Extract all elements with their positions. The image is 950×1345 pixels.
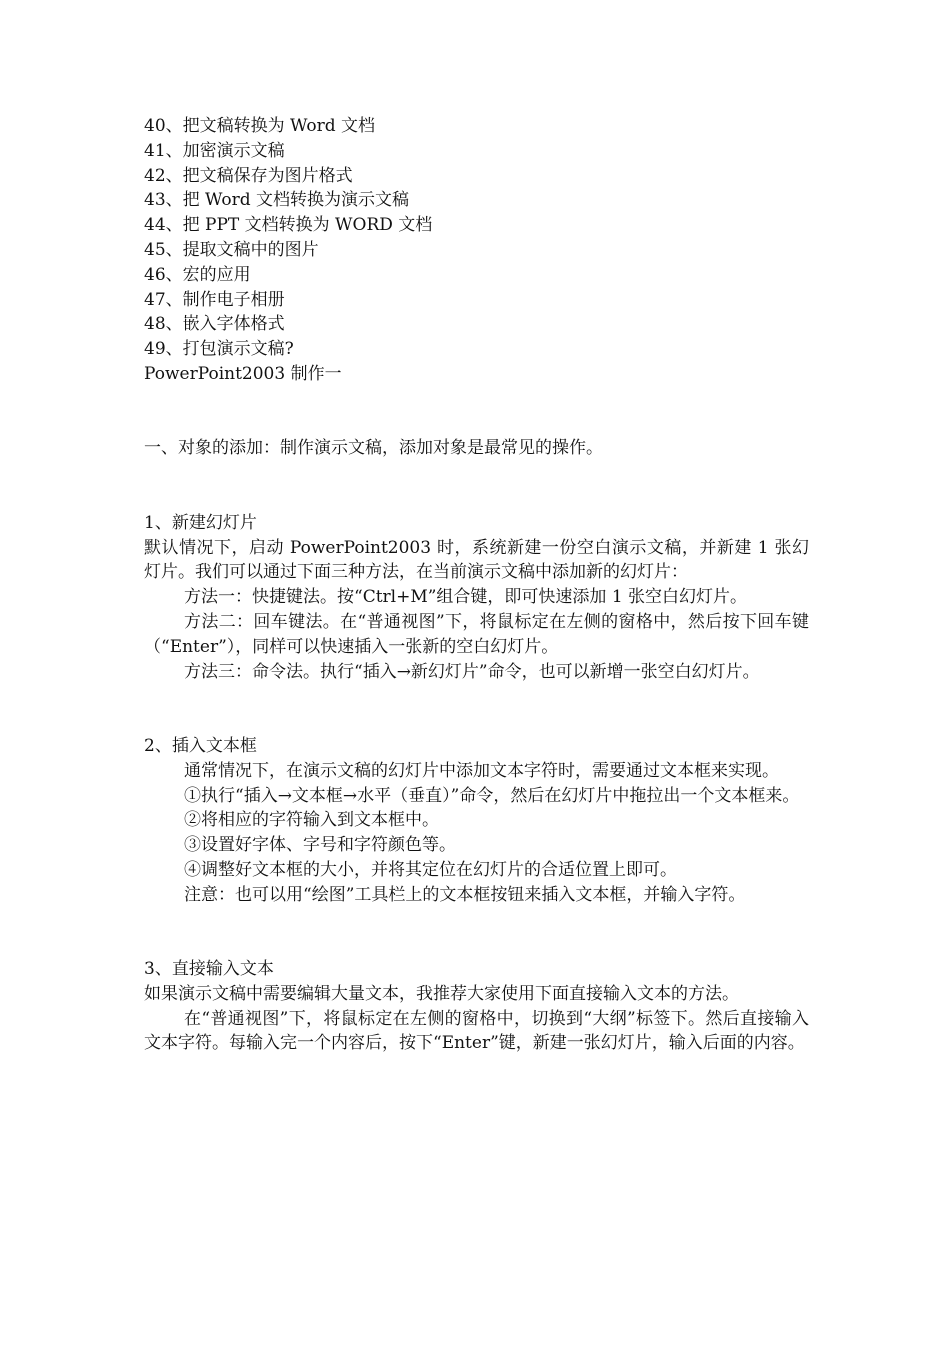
paragraph: 通常情况下，在演示文稿的幻灯片中添加文本字符时，需要通过文本框来实现。	[184, 760, 779, 781]
paragraph: 在“普通视图”下，将鼠标定在左侧的窗格中，切换到“大纲”标签下。然后直接输入文本字符。每输入完一个内容后，按下“Enter”键，新建一张幻灯片，输入后面的内容。	[144, 1008, 809, 1054]
note-paragraph: 注意：也可以用“绘图”工具栏上的文本框按钮来插入文本框，并输入字符。	[184, 884, 746, 905]
paragraph: 默认情况下，启动 PowerPoint2003 时，系统新建一份空白演示文稿，并新建 1 张幻灯片。我们可以通过下面三种方法，在当前演示文稿中添加新的幻灯片：	[144, 537, 809, 583]
paragraph: 如果演示文稿中需要编辑大量文本，我推荐大家使用下面直接输入文本的方法。	[144, 983, 739, 1004]
spacer	[144, 461, 809, 486]
toc-item: 42、把文稿保存为图片格式	[144, 165, 353, 186]
toc-item: 49、打包演示文稿?	[144, 339, 294, 360]
toc-list	[144, 114, 809, 387]
step-paragraph: ①执行“插入→文本框→水平（垂直）”命令，然后在幻灯片中拖拉出一个文本框来。	[184, 785, 800, 806]
spacer	[144, 387, 809, 412]
section-heading: 3、直接输入文本	[144, 959, 274, 980]
step-paragraph: ③设置好字体、字号和字符颜色等。	[184, 835, 456, 856]
toc-item: 44、把 PPT 文档转换为 WORD 文档	[144, 215, 433, 236]
spacer	[144, 908, 809, 933]
method-paragraph: 方法一：快捷键法。按“Ctrl+M”组合键，即可快速添加 1 张空白幻灯片。	[184, 587, 748, 608]
toc-item: 48、嵌入字体格式	[144, 314, 285, 335]
section-new-slide	[144, 511, 809, 685]
section-heading: 1、新建幻灯片	[144, 512, 257, 533]
spacer	[144, 412, 809, 437]
toc-item: 46、宏的应用	[144, 264, 251, 285]
spacer	[144, 709, 809, 734]
toc-item: PowerPoint2003 制作一	[144, 363, 342, 384]
toc-item: 40、把文稿转换为 Word 文档	[144, 116, 376, 136]
toc-item: 45、提取文稿中的图片	[144, 239, 319, 260]
toc-item: 43、把 Word 文档转换为演示文稿	[144, 190, 410, 211]
step-paragraph: ②将相应的字符输入到文本框中。	[184, 810, 439, 831]
spacer	[144, 486, 809, 511]
toc-item: 41、加密演示文稿	[144, 140, 285, 161]
section-heading: 2、插入文本框	[144, 735, 257, 756]
method-paragraph: 方法二：回车键法。在“普通视图”下，将鼠标定在左侧的窗格中，然后按下回车键（“Enter”），同样可以快速插入一张新的空白幻灯片。	[144, 611, 809, 657]
toc-item: 47、制作电子相册	[144, 289, 285, 310]
section-intro: 一、对象的添加：制作演示文稿，添加对象是最常见的操作。	[144, 438, 603, 459]
spacer	[144, 932, 809, 957]
section-insert-textbox	[144, 734, 809, 908]
step-paragraph: ④调整好文本框的大小，并将其定位在幻灯片的合适位置上即可。	[184, 859, 677, 880]
document-body	[144, 114, 809, 1056]
spacer	[144, 684, 809, 709]
section-direct-input	[144, 957, 809, 1056]
method-paragraph: 方法三：命令法。执行“插入→新幻灯片”命令，也可以新增一张空白幻灯片。	[184, 661, 760, 682]
